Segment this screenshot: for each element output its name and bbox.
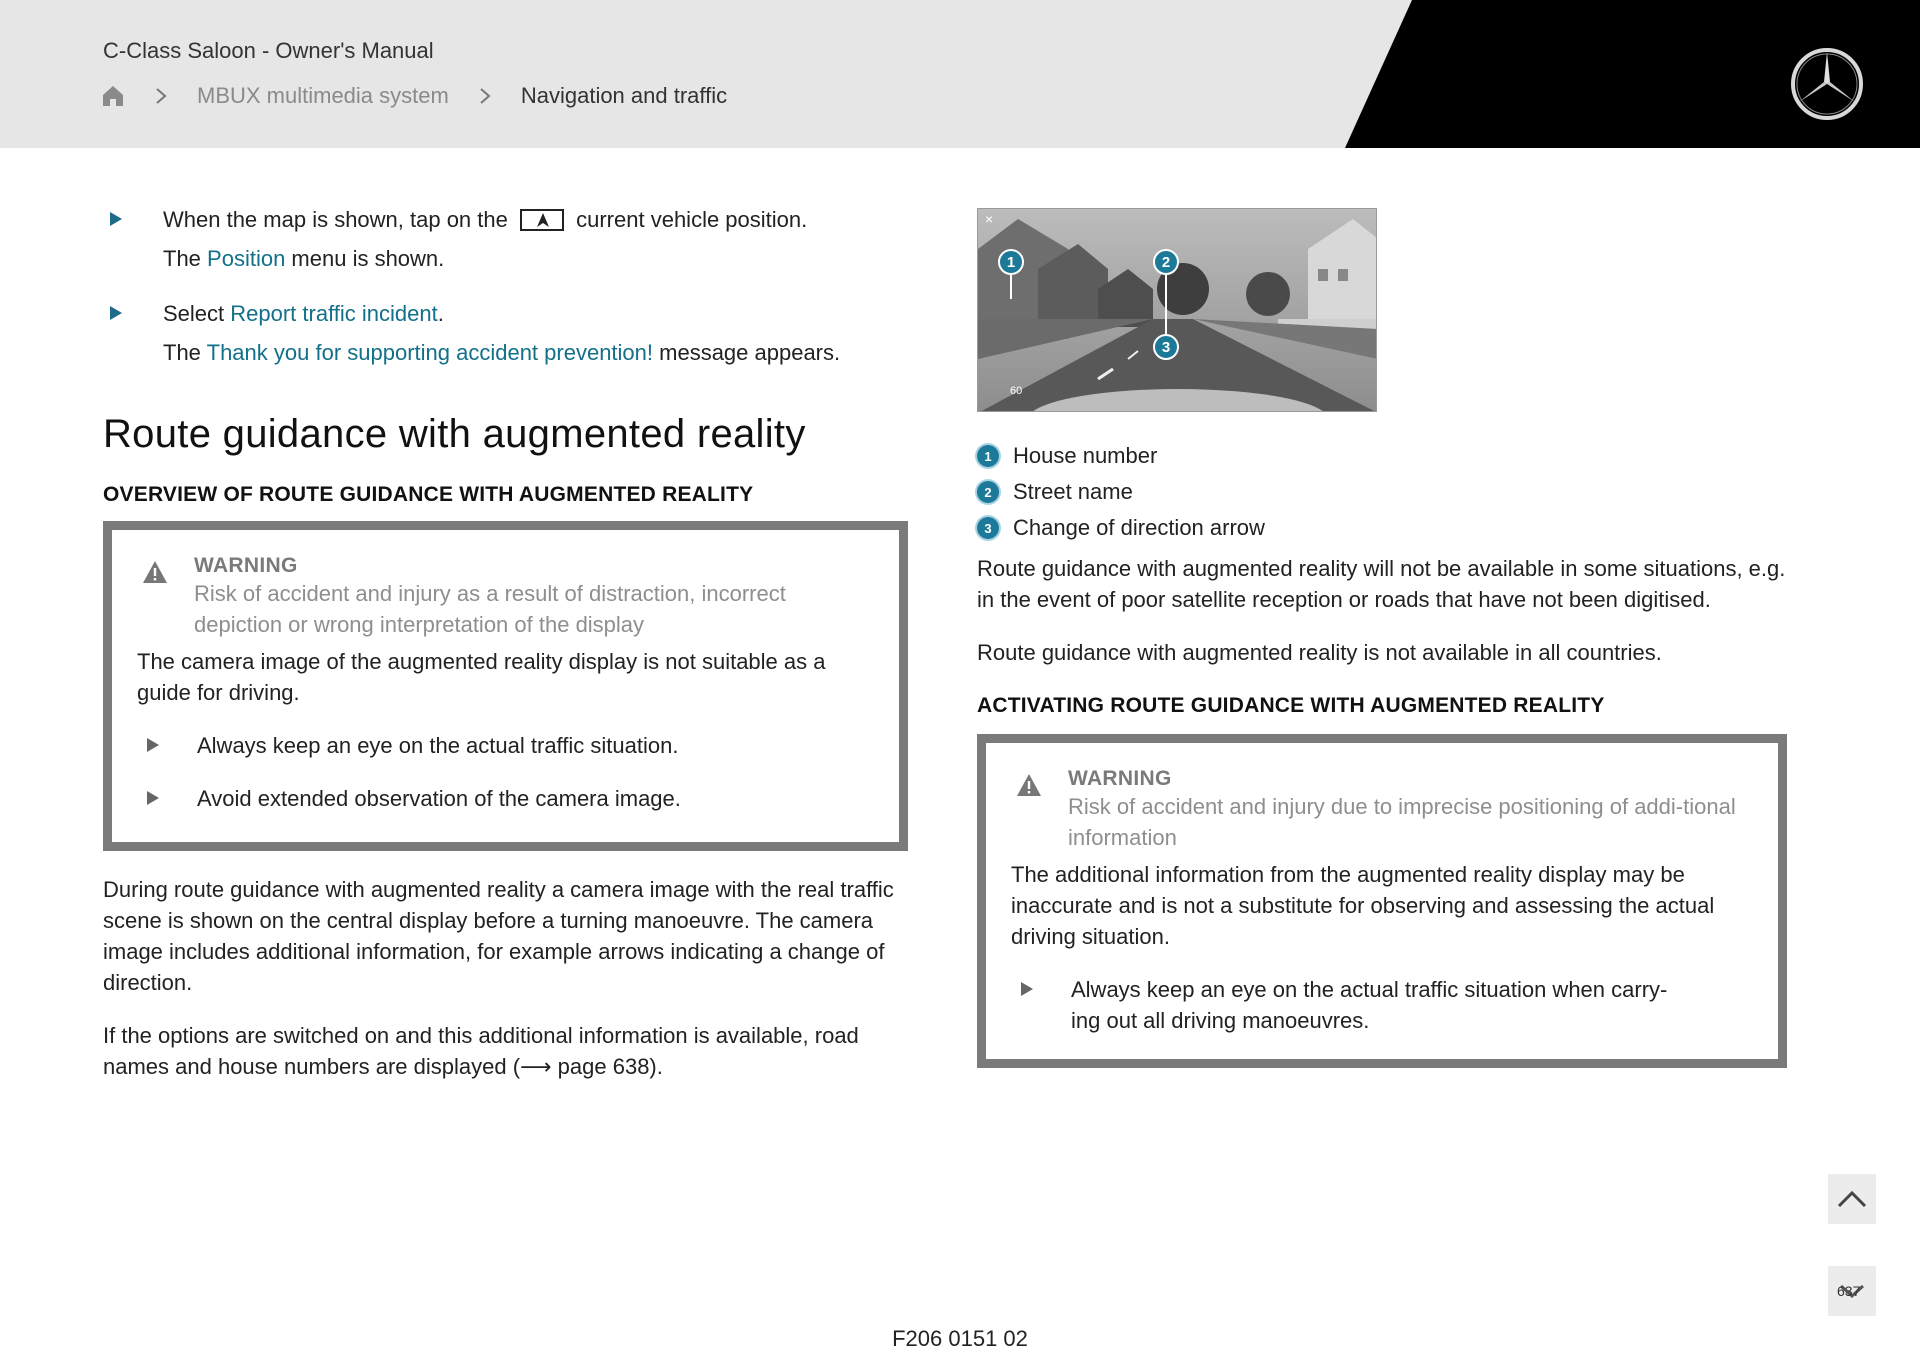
- body-paragraph: If the options are switched on and this additional information is available, road names and house numbers are displayed (⟶ page 638).: [103, 1023, 859, 1079]
- callout-number: 3: [977, 517, 999, 539]
- warning-box: [977, 734, 1787, 1068]
- chevron-right-icon: [151, 86, 171, 106]
- page-jump-button[interactable]: [1828, 1266, 1876, 1316]
- footer-document-code: F206 0151 02: [892, 1326, 1028, 1351]
- chevron-right-icon: [475, 86, 495, 106]
- warning-triangle-icon: [142, 560, 168, 584]
- callout-item: [977, 438, 1265, 474]
- warning-risk: Risk of accident and injury as a result of distraction, incorrect depiction or wrong interpretation of the display: [194, 581, 786, 637]
- section-title: Route guidance with augmented reality: [103, 412, 806, 456]
- step-arrow-icon: [110, 212, 122, 226]
- step-text: When the map is shown, tap on the: [163, 207, 508, 232]
- breadcrumb-link-mbux[interactable]: MBUX multimedia system: [197, 83, 449, 108]
- warning-step: Always keep an eye on the actual traffic situation when carry-ing out all driving manoeuvres.: [1011, 974, 1752, 1036]
- left-column: [103, 200, 908, 1082]
- result-text: The: [163, 340, 207, 365]
- callout-item: [977, 474, 1265, 510]
- page-number: 637: [1837, 1283, 1861, 1299]
- warning-triangle-icon: [1016, 773, 1042, 797]
- warning-label: WARNING: [194, 554, 298, 577]
- close-icon: ×: [985, 211, 994, 227]
- breadcrumb: [101, 80, 727, 112]
- step-text: Select: [163, 301, 231, 326]
- vehicle-position-icon: [520, 209, 564, 231]
- home-icon[interactable]: [101, 84, 125, 108]
- step-arrow-icon: [147, 738, 159, 752]
- step-text: .: [437, 301, 444, 326]
- step-arrow-icon: [147, 791, 159, 805]
- report-traffic-incident-link: Report traffic incident: [230, 301, 438, 326]
- step-text: current vehicle position.: [576, 207, 808, 232]
- warning-body: The camera image of the augmented reality display is not suitable as a guide for driving.: [137, 649, 826, 705]
- breadcrumb-current: Navigation and traffic: [520, 83, 728, 108]
- mercedes-star-logo: [1789, 46, 1865, 122]
- manual-title: C-Class Saloon - Owner's Manual: [103, 38, 434, 63]
- augmented-reality-camera-image: [977, 208, 1377, 412]
- marker-house-number: 1: [998, 249, 1024, 275]
- instruction-step: [103, 294, 908, 372]
- instruction-step: [103, 200, 908, 278]
- scroll-to-top-button[interactable]: [1828, 1174, 1876, 1224]
- overview-heading: OVERVIEW OF ROUTE GUIDANCE WITH AUGMENTED REALITY: [103, 483, 754, 506]
- result-text: The: [163, 246, 208, 271]
- callout-number: 1: [977, 445, 999, 467]
- thank-you-message: Thank you for supporting accident prevention!: [206, 340, 654, 365]
- activating-heading: ACTIVATING ROUTE GUIDANCE WITH AUGMENTED REALITY: [977, 694, 1605, 717]
- result-text: menu is shown.: [285, 246, 445, 271]
- warning-box: [103, 521, 908, 851]
- position-menu-link: Position: [207, 246, 286, 271]
- callout-item: [977, 510, 1265, 546]
- callout-number: 2: [977, 481, 999, 503]
- warning-step: Always keep an eye on the actual traffic situation.: [137, 730, 873, 761]
- warning-body: The additional information from the augmented reality display may be inaccurate and is not a substitute for observing and assessing the actual driving situation.: [1011, 862, 1715, 949]
- body-paragraph: Route guidance with augmented reality is not available in all countries.: [977, 640, 1662, 665]
- callout-label: Street name: [1013, 479, 1133, 504]
- callout-label: Change of direction arrow: [1013, 515, 1265, 540]
- result-text: message appears.: [653, 340, 841, 365]
- page-header: [0, 0, 1920, 148]
- warning-label: WARNING: [1068, 767, 1172, 790]
- speed-readout: 60: [1010, 385, 1023, 397]
- callout-label: House number: [1013, 443, 1158, 468]
- step-arrow-icon: [110, 306, 122, 320]
- callout-legend: [977, 438, 1265, 546]
- chevron-up-icon: [1836, 1189, 1868, 1209]
- body-paragraph: Route guidance with augmented reality will not be available in some situations, e.g. in the event of poor satellite reception or roads that have not been digitised.: [977, 556, 1786, 612]
- body-paragraph: During route guidance with augmented reality a camera image with the real traffic scene is shown on the central display before a turning manoeuvre. The camera image includes additional information, for example arrows indicating a change of direction.: [103, 877, 894, 995]
- warning-risk: Risk of accident and injury due to imprecise positioning of addi-tional information: [1068, 794, 1736, 850]
- marker-street-name: 2: [1153, 249, 1179, 275]
- warning-step: Avoid extended observation of the camera image.: [137, 783, 873, 814]
- step-arrow-icon: [1021, 982, 1033, 996]
- marker-direction-arrow: 3: [1153, 334, 1179, 360]
